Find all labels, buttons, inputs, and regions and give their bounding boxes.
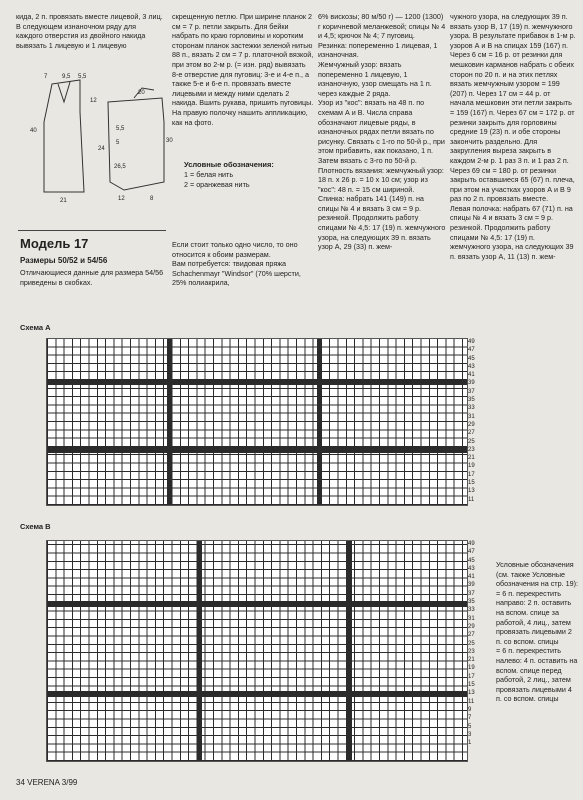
scheme-a-chart <box>46 338 468 506</box>
scheme-a-col-line-1 <box>167 339 172 505</box>
scheme-a-row-numbers: 49 47 45 43 41 39 37 35 33 31 29 27 25 23 21 19 17 15 13 11 <box>468 339 475 503</box>
diag-label-3: 5,5 <box>78 74 87 80</box>
scheme-b-chart <box>46 540 468 762</box>
scheme-b-cable-band-2 <box>47 691 467 697</box>
sizes-text: Отличающиеся данные для размера 54/56 приведены в скобках. <box>20 268 164 287</box>
diag-label-10: 26,5 <box>114 164 126 170</box>
scheme-b-cable-band-1 <box>47 601 467 607</box>
scheme-a-col-line-2 <box>317 339 322 505</box>
diag-label-13: 20 <box>138 90 145 96</box>
instructions-col2: скрещенную петлю. При ширине планок 2 см = 7 р. петли закрыть. Для бейки набрать по краю горловины и коротким сторонам планок застежки зеленой нитью 88 п., вязать 2 см = 7 р. платочной вязкой, при этом во 2-м р. (= изн. ряд) вывязать 8-е отверстие для пуговиц: 3-е и 4-е п., а также 5-е и 6-е п. провязать вместе лицевыми и между ними сделать 2 накида. Вшить рукава, пришить пуговицы. На правую полочку нашить аппликацию, как на фото. <box>172 12 314 127</box>
scheme-b-row-numbers: 49 47 45 43 41 39 37 35 33 31 29 27 25 23 21 19 17 15 13 11 9 7 5 3 1 <box>468 541 475 747</box>
sizes-title: Размеры 50/52 и 54/56 <box>20 256 108 265</box>
instructions-col4: чужного узора, на следующих 39 п. вязать узор В, 17 (19) п. жемчужного узора. В результате прибавок в 1-м р. узоров А и В на спицах 159 (167) п. Через 6 см = 16 р. от резинки для мешковин карманов набрать с обеих сторон по 20 п. и на этих петлях вязать жемчужным узором = 199 (207) п. Через 17 см = 44 р. от начала мешковин эти петли закрыть = 159 (167) п. Через 67 см = 172 р. от резинки закрыть для горловины средние 19 (23) п. и обе стороны закончить раздельно. Для закругления выреза закрыть в каждом 2-м р. 1 раз 3 п. и 1 раз 2 п. Через 69 см = 180 р. от резинки закрыть оставшиеся 65 (67) п. плеча, при этом на участках узоров А и В 9 раз по 2 п. провязать вместе. Левая полочка: набрать 67 (71) п. на спицы № 4 и вязать 3 см = 9 р. резинкой. Продолжить работу спицами № 4,5: 17 (19) п. жемчужного узора, на следующих 39 п. вязать узор А, 11 (13) п. жем- <box>450 12 576 261</box>
legend-item-2: 2 = оранжевая нить <box>184 180 250 189</box>
scheme-b-title: Схема В <box>20 522 51 531</box>
scheme-a-cable-band-1 <box>47 379 467 385</box>
diag-label-1: 7 <box>44 74 48 80</box>
legend-item-1: 1 = белая нить <box>184 170 234 179</box>
intro-text-col1: кида, 2 п. провязать вместе лицевой, 3 лиц. В следующем изнаночном ряду для каждого отверстия из двойного накида вывязать 1 лицевую и 1 лицевую <box>16 12 163 50</box>
scheme-b-col-line-1 <box>197 541 202 761</box>
diag-label-12: 8 <box>150 196 154 202</box>
diag-label-7: 21 <box>60 198 67 204</box>
diag-label-6: 24 <box>98 146 105 152</box>
diag-label-5: 12 <box>90 98 97 104</box>
side-legend: Условные обозначения (см. также Условные обозначения на стр. 19): = 6 п. перекрестить направо: 2 п. оставить на вспом. спице за работой, 4 лиц., затем провязать лицевыми 2 п. со вспом. спицы = 6 п. перекрестить налево: 4 п. оставить на вспом. спице перед работой, 2 лиц., затем провязать лицевыми 4 п. со вспом. спицы <box>496 560 578 704</box>
diag-label-4: 40 <box>30 128 37 134</box>
diag-label-2: 9,5 <box>62 74 71 80</box>
diag-label-8: 5,5 <box>116 126 125 132</box>
page-footer: 34 VERENA 3/99 <box>16 778 78 787</box>
scheme-a-title: Схема А <box>20 323 51 332</box>
materials-text: Если стоит только одно число, то оно относится к обоим размерам. Вам потребуется: твидовая пряжа Schachenmayr "Windsor" (70% шерсти, 25% полиакрила, <box>172 240 301 288</box>
model-title: Модель 17 <box>20 236 89 251</box>
diag-label-9: 5 <box>116 140 120 146</box>
garment-diagram <box>14 72 176 204</box>
diag-label-11: 12 <box>118 196 125 202</box>
scheme-a-cable-band-2 <box>47 447 467 453</box>
diag-label-14: 30 <box>166 138 173 144</box>
scheme-b-col-line-2 <box>347 541 352 761</box>
legend-title: Условные обозначения: <box>184 160 274 169</box>
instructions-col3: 6% вискозы; 80 м/50 г) — 1200 (1300) г коричневой меланжевой; спицы № 4 и 4,5; крючок № 4; 7 пуговиц. Резинка: попеременно 1 лицевая, 1 изнаночная. Жемчужный узор: вязать попеременно 1 лицевую, 1 изнаночную, узор смещать на 1 п. через каждые 2 ряда. Узор из "кос": вязать на 48 п. по схемам А и В. Числа справа обозначают лицевые ряды, в изнаночных рядах петли вязать по рисунку. Связать с 1-го по 50-й р., при этом прибавить, как показано, 1 п. Затем вязать с 3-го по 50-й р. Плотность вязания: жемчужный узор: 18 п. х 26 р. = 10 х 10 см; узор из "кос": 48 п. = 15 см шириной. Спинка: набрать 141 (149) п. на спицы № 4 и вязать 3 см = 9 р. резинкой. Продолжить работу спицами № 4,5: 17 (19) п. жемчужного узора, на следующих 39 п. вязать узор А, 29 (33) п. жем- <box>318 12 446 252</box>
model-divider <box>18 230 166 231</box>
